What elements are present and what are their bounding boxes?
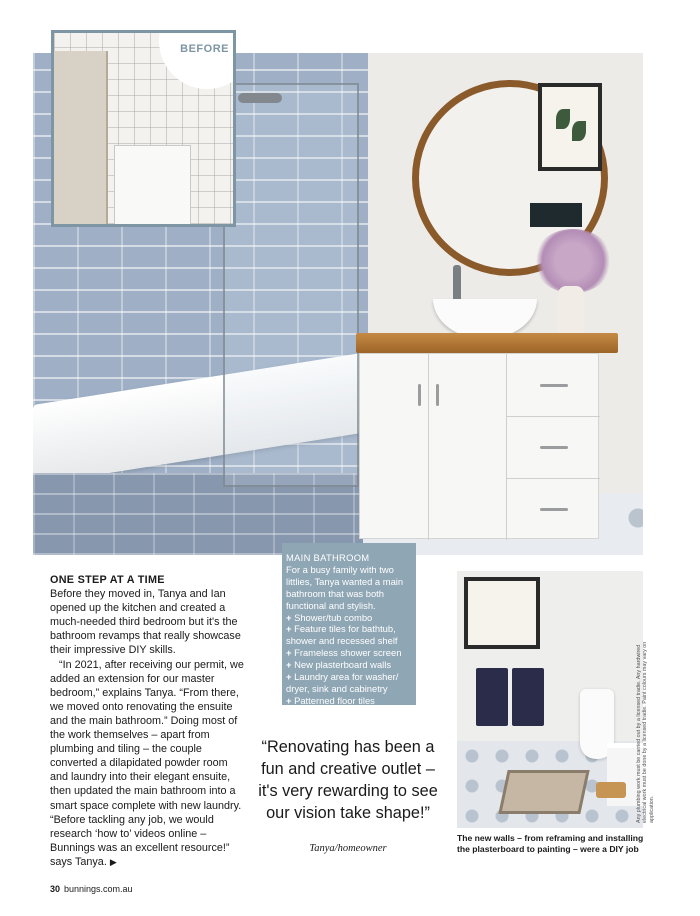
info-box-title: MAIN BATHROOM [286, 552, 370, 563]
drawer-handle [540, 446, 568, 449]
timber-benchtop [356, 333, 618, 353]
leaf-shape [556, 109, 570, 129]
section-heading: ONE STEP AT A TIME [50, 574, 165, 586]
feature-item: + Feature tiles for bathtub, shower and recessed shelf [286, 623, 412, 647]
timber-stool [596, 782, 626, 798]
legal-disclaimer: Any plumbing work must be carried out by a licensed tradie. Any hardwired electrical work must be done by a licensed tradie. Paint colours may vary on application. [636, 641, 655, 823]
door-divider [428, 354, 429, 540]
drawer-divider [506, 416, 600, 417]
drawer-divider [506, 354, 507, 540]
main-bathroom-info-box [282, 543, 416, 705]
door-handle [418, 384, 421, 406]
drawer-divider [506, 478, 600, 479]
article-paragraph-text: “In 2021, after receiving our permit, we added an extension for our master bedroom,” explains Tanya. “From there, we moved onto renovating the ensuite and the main bathroom.” Doing most of the work themselves – apart from plumbing and tiling – the couple converted a dilapidated powder room and laundry into their elegant ensuite, then updated the main bathroom into a smart space complete with new laundry. “Before tackling any job, we would research ‘how to’ videos online – Bunnings was an excellent resource!” says Tanya. [50, 658, 244, 868]
old-vanity [114, 145, 191, 227]
page-footer [50, 884, 133, 894]
white-jug-vase [558, 286, 584, 338]
quote-attribution: Tanya/homeowner [309, 843, 387, 854]
feature-list [286, 612, 412, 707]
before-label: BEFORE [180, 43, 229, 55]
feature-item: + New plasterboard walls [286, 659, 412, 671]
article-paragraph [50, 658, 248, 869]
article-body [50, 573, 248, 869]
navy-towel [512, 668, 544, 726]
door-handle [436, 384, 439, 406]
info-box-intro: For a busy family with two littlies, Tanya wanted a main bathroom that was both functional and stylish. [286, 563, 404, 611]
floor-rug [498, 770, 589, 814]
navy-towel [476, 668, 508, 726]
dark-towel [530, 203, 582, 227]
continue-arrow-icon: ▶ [109, 856, 117, 867]
feature-item: + Laundry area for washer/ dryer, sink and cabinetry [286, 671, 412, 695]
before-photo-inset [51, 30, 236, 227]
feature-item: + Shower/tub combo [286, 612, 412, 624]
feature-item: + Frameless shower screen [286, 647, 412, 659]
botanical-artwork [464, 577, 540, 649]
drawer-handle [540, 508, 568, 511]
article-paragraph: Before they moved in, Tanya and Ian opened up the kitchen and created a much-needed third bedroom but it's the bathroom revamps that really showcase their impressive DIY skills. [50, 588, 241, 657]
page-number: 30 [50, 884, 61, 894]
white-vanity-cabinet [359, 353, 599, 539]
feature-item: + Patterned floor tiles [286, 695, 412, 707]
frameless-shower-screen [223, 83, 359, 487]
laundry-wall-photo [457, 571, 643, 828]
old-doorway [54, 51, 108, 226]
leaf-shape [572, 121, 586, 141]
drawer-handle [540, 384, 568, 387]
botanical-artwork [538, 83, 602, 171]
footer-site: bunnings.com.au [64, 884, 133, 894]
flower-arrangement [533, 229, 613, 293]
pull-quote: “Renovating has been a fun and creative outlet – it's very rewarding to see our vision take shape!” [258, 738, 438, 822]
photo-caption: The new walls – from reframing and installing the plasterboard to painting – were a DIY job [457, 833, 644, 855]
